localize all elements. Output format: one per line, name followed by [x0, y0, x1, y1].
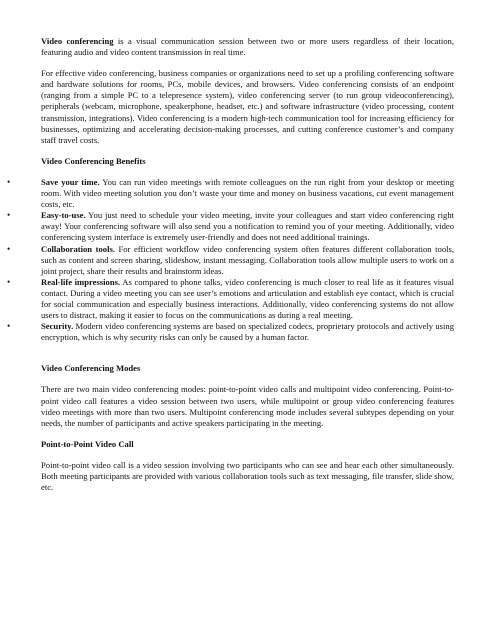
modes-heading: Video Conferencing Modes	[41, 363, 141, 374]
p2p-paragraph: Point-to-point video call is a video session involving two participants who can see and hear each other simultaneously. Both meeting participants are provided with various collaboration tools such as text messaging, file transfer, slide show, etc.	[41, 459, 454, 493]
benefits-heading: Video Conferencing Benefits	[41, 155, 146, 166]
setup-paragraph: For effective video conferencing, business companies or organizations need to set up a profiling conferencing software and hardware solutions for rooms, PCs, mobile devices, and browsers. Video conferencing consists of an endpoint (ranging from a simple PC to a telepresence system), video conferencing server (to run group videoconferencing), peripherals (webcam, microphone, speakerphone, headset, etc.) and software infrastructure (video processing, content transmission, integrations). Video conferencing is a modern high-tech communication tool for increasing efficiency for businesses, optimizing and accelerating decision-making processes, and cutting conference customer’s and company staff travel costs.	[41, 68, 454, 145]
intro-term: Video conferencing	[41, 36, 114, 46]
modes-paragraph: There are two main video conferencing modes: point-to-point video calls and multipoint video conferencing. Point-to-point video call features a video session between two users, while multipoint or group video conferencing features video meetings with more than two users. Multipoint conferencing mode includes several subtypes depending on your needs, the number of participants and active speakers participating in the meeting.	[41, 384, 454, 428]
bullet-icon: •	[7, 243, 11, 254]
benefit-text: Modern video conferencing systems are based on specialized codecs, proprietary protocols and actively using encryption, which is why security risks can only be caused by a human factor.	[41, 321, 454, 343]
benefit-title: Real-life impressions.	[41, 276, 121, 287]
bullet-icon: •	[7, 276, 11, 287]
benefit-text: You just need to schedule your video meeting, invite your colleagues and start video conferencing right away! Your conferencing software will also send you a notification to remind you of your meeting. Additionally, video conferencing system interface is extremely user-friendly and does not need additional trainings.	[41, 210, 454, 243]
p2p-heading: Point-to-Point Video Call	[41, 438, 134, 449]
benefit-text: You can run video meetings with remote colleagues on the run right from your desktop or meeting room. With video meeting solution you don’t waste your time and money on business vacations, cut event management costs, etc.	[41, 176, 455, 210]
bullet-icon: •	[7, 321, 11, 332]
bullet-icon: •	[7, 210, 11, 221]
list-item	[7, 321, 454, 343]
benefit-title: Security.	[41, 321, 74, 332]
list-item	[7, 243, 454, 277]
intro-paragraph	[41, 36, 454, 58]
benefit-text: For efficient workflow video conferencing system often features different collaboration tools, such as content and screen sharing, slideshow, instant messaging. Collaboration tools allow multiple users to work on a joint project, share their results and brainstorm ideas.	[41, 243, 454, 276]
benefit-title: Easy-to-use.	[41, 210, 86, 221]
list-item	[7, 276, 454, 321]
document-page	[7, 36, 455, 503]
intro-text: is a visual communication session between two or more users regardless of their location, featuring audio and video content transmission in real time.	[41, 36, 454, 58]
benefit-text: As compared to phone talks, video conferencing is much closer to real life as it features visual contact. During a video meeting you can see user’s emotions and articulation and establish eye contact, which is crucial for social communication and especially business interactions. Additionally, video conferencing systems do not allow users to distract, making it easier to focus on the communications as during a real meeting.	[41, 276, 454, 321]
benefits-list	[7, 176, 455, 343]
benefit-title: Save your time.	[41, 176, 100, 187]
benefit-title: Collaboration tools.	[41, 243, 115, 254]
list-item	[7, 176, 455, 210]
bullet-icon: •	[7, 176, 11, 187]
list-item	[7, 210, 454, 243]
